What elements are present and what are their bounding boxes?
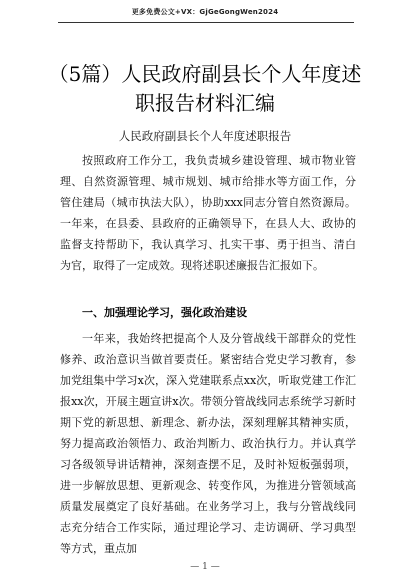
header-divider bbox=[58, 22, 354, 23]
page-number: — 1 — bbox=[190, 562, 220, 572]
paragraph-intro: 按照政府工作分工，我负责城乡建设管理、城市物业管理、自然资源管理、城市规划、城市给排水等方面工作，分管住建局（城市执法大队），协助xxx同志分管自然资源局。一年来，在县委、县政府的正确领导下，在县人大、政协的监督支持帮助下，我认真学习、扎实干事、勇于担当、清白为官，取得了一定成效。现将述职述廉报告汇报如下。 bbox=[60, 154, 356, 272]
section-heading-1: 一、加强理论学习，强化政治建设 bbox=[82, 306, 247, 319]
document-title: （5篇）人民政府副县长个人年度述职报告材料汇编 bbox=[48, 62, 362, 115]
header-note: 更多免费公文+VX：GjGeGongWen2024 bbox=[131, 8, 279, 16]
document-subtitle: 人民政府副县长个人年度述职报告 bbox=[118, 129, 292, 143]
paragraph-section-1: 一年来，我始终把提高个人及分管战线干部群众的党性修养、政治意识当做首要责任。紧密结合党史学习教育，参加党组集中学习x次，深入党建联系点xx次，听取党建工作汇报xx次，开展主题宣讲x次。带领分管战线同志系统学习新时期下党的新思想、新理念、新办法，深刻理解其精神实质，努力提高政治领悟力、政治判断力、政治执行力。并认真学习各级领导讲话精神，深刻查摆不足，及时补短板强弱项，进一步解放思想、更新观念、转变作风，为推进分管领域高质量发展奠定了良好基础。在业务学习上，我与分管战线同志充分结合工作实际，通过理论学习、走访调研、学习典型等方式，重点加 bbox=[60, 332, 356, 555]
